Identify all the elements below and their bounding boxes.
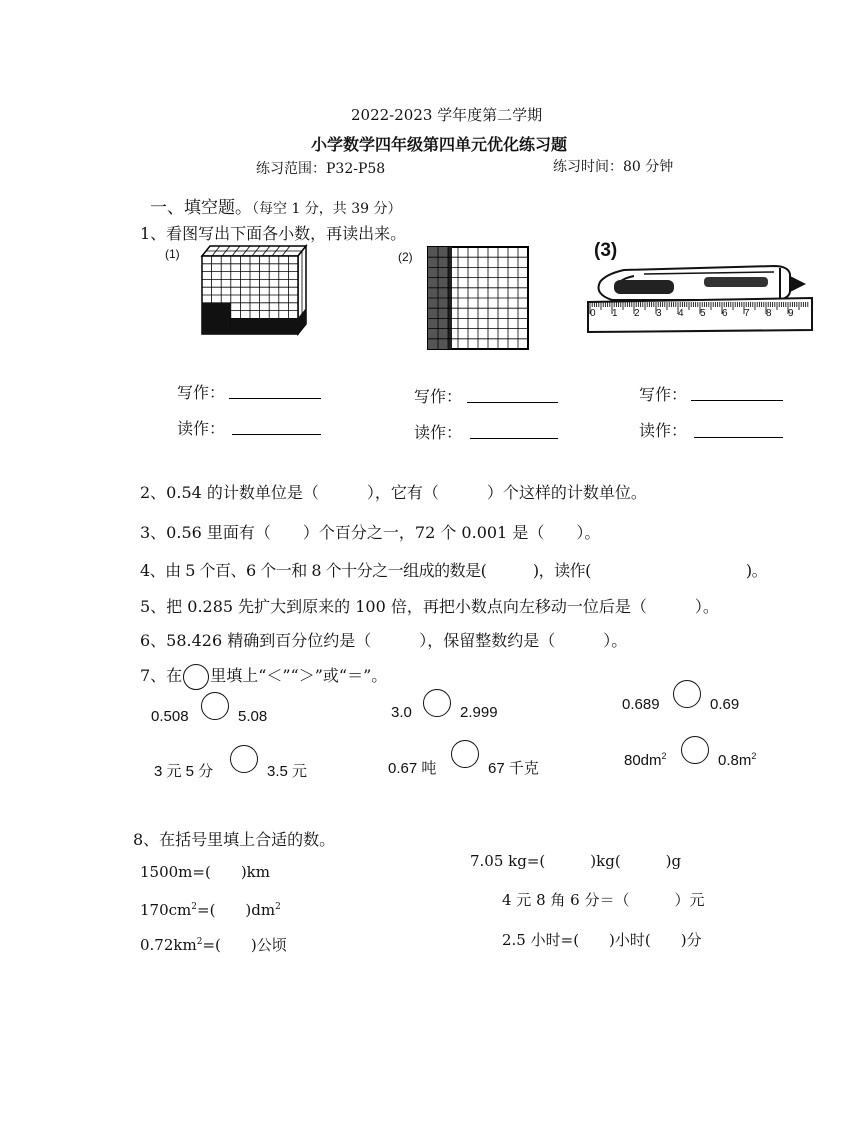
ruler-tick-label: 7 [744, 308, 750, 319]
q8-c-post: =( )公顷 [202, 936, 287, 954]
cmp-left-5: 0.67 吨 [388, 760, 437, 777]
read-label-2: 读作： [414, 423, 463, 442]
cmp-right-3: 0.69 [710, 696, 740, 713]
cmp-right-1: 5.08 [238, 708, 268, 725]
ruler-tick-label: 4 [678, 308, 684, 319]
read-blank-2[interactable] [470, 438, 558, 439]
q7-circle-icon [183, 664, 209, 690]
read-label-1: 读作： [177, 419, 226, 438]
q5-text: 5、把 0.285 先扩大到原来的 100 倍，再把小数点向左移动一位后是（ ）。 [140, 597, 719, 616]
q8-item-b [140, 899, 281, 920]
q8-item-a: 1500m=( )km [140, 863, 270, 881]
cmp-left-6-sup: 2 [661, 751, 667, 761]
cmp-right-4: 3.5 元 [267, 763, 308, 780]
ruler-labels [588, 308, 818, 324]
cmp-left-6 [624, 752, 667, 769]
q8-item-c [140, 934, 287, 955]
ruler-tick-label: 5 [700, 308, 706, 319]
practice-time: 练习时间：80 分钟 [553, 159, 674, 175]
q8-b-sup2: 2 [275, 902, 281, 912]
cube-figure [198, 244, 310, 336]
q8-c-sup: 2 [196, 937, 203, 947]
ruler-tick-label: 3 [656, 308, 662, 319]
compare-circle-2[interactable] [423, 689, 451, 717]
compare-circle-4[interactable] [230, 745, 258, 773]
write-blank-2[interactable] [467, 402, 558, 403]
ruler-tick-label: 0 [590, 308, 596, 319]
ruler-tick-label: 2 [634, 308, 640, 319]
read-label-3: 读作： [639, 421, 688, 440]
q3-text: 3、0.56 里面有（ ）个百分之一，72 个 0.001 是（ ）。 [140, 523, 601, 542]
compare-circle-6[interactable] [681, 736, 709, 764]
compare-circle-5[interactable] [451, 740, 479, 768]
compare-circle-3[interactable] [673, 680, 701, 708]
q7-pre: 7、在 [140, 666, 183, 685]
write-blank-1[interactable] [229, 398, 321, 399]
q2-text: 2、0.54 的计数单位是（ ），它有（ ）个这样的计数单位。 [140, 483, 647, 502]
cmp-left-1: 0.508 [151, 708, 189, 725]
q8-b-pre: 170cm [140, 901, 192, 919]
q8-text: 8、在括号里填上合适的数。 [133, 830, 336, 849]
q8-c-pre: 0.72km [140, 936, 197, 954]
read-blank-3[interactable] [694, 437, 783, 438]
ruler-tick-label: 1 [612, 308, 618, 319]
grid-figure [426, 245, 532, 353]
fig3-label: (3) [594, 240, 618, 261]
write-label-2: 写作： [414, 387, 463, 406]
q1-text: 1、看图写出下面各小数，再读出来。 [140, 224, 407, 243]
practice-range: 练习范围：P32-P58 [256, 161, 386, 177]
cmp-right-6-text: 0.8m [718, 752, 752, 769]
q8-b-sup: 2 [191, 902, 197, 912]
compare-circle-1[interactable] [201, 692, 229, 720]
cmp-right-6 [718, 752, 756, 769]
fig2-label: (2) [398, 250, 413, 264]
ruler-tick-label: 6 [722, 308, 728, 319]
fig1-label: (1) [165, 247, 180, 261]
cmp-left-2: 3.0 [391, 704, 412, 721]
cmp-right-2: 2.999 [460, 704, 498, 721]
q8-item-f: 2.5 小时=( )小时( )分 [502, 931, 702, 949]
q4-text: 4、由 5 个百、6 个一和 8 个十分之一组成的数是( )，读作( )。 [140, 561, 768, 580]
q8-item-d: 7.05 kg=( )kg( )g [470, 852, 682, 870]
term-line: 2022-2023 学年度第二学期 [351, 106, 543, 124]
section-title: 一、填空题。 [150, 198, 252, 218]
cmp-right-6-sup: 2 [751, 751, 757, 761]
write-label-3: 写作： [639, 385, 688, 404]
cmp-left-6-text: 80dm [624, 752, 662, 769]
q7-text [140, 663, 387, 690]
read-blank-1[interactable] [232, 434, 321, 435]
cmp-right-5: 67 千克 [488, 760, 539, 777]
q6-text: 6、58.426 精确到百分位约是（ ），保留整数约是（ ）。 [140, 631, 628, 650]
cmp-left-4: 3 元 5 分 [154, 763, 214, 780]
section-note: （每空 1 分，共 39 分） [252, 201, 402, 217]
cmp-left-3: 0.689 [622, 696, 660, 713]
page-title: 小学数学四年级第四单元优化练习题 [311, 135, 568, 154]
q8-b-post: =( )dm [197, 901, 276, 919]
write-blank-3[interactable] [691, 400, 783, 401]
section-heading [150, 193, 402, 218]
q8-item-e: 4 元 8 角 6 分＝（ ）元 [502, 891, 705, 909]
ruler-tick-label: 9 [788, 308, 794, 319]
ruler-tick-label: 8 [766, 308, 772, 319]
write-label-1: 写作： [177, 383, 226, 402]
q7-post: 里填上“＜”“＞”或“＝”。 [210, 666, 388, 685]
